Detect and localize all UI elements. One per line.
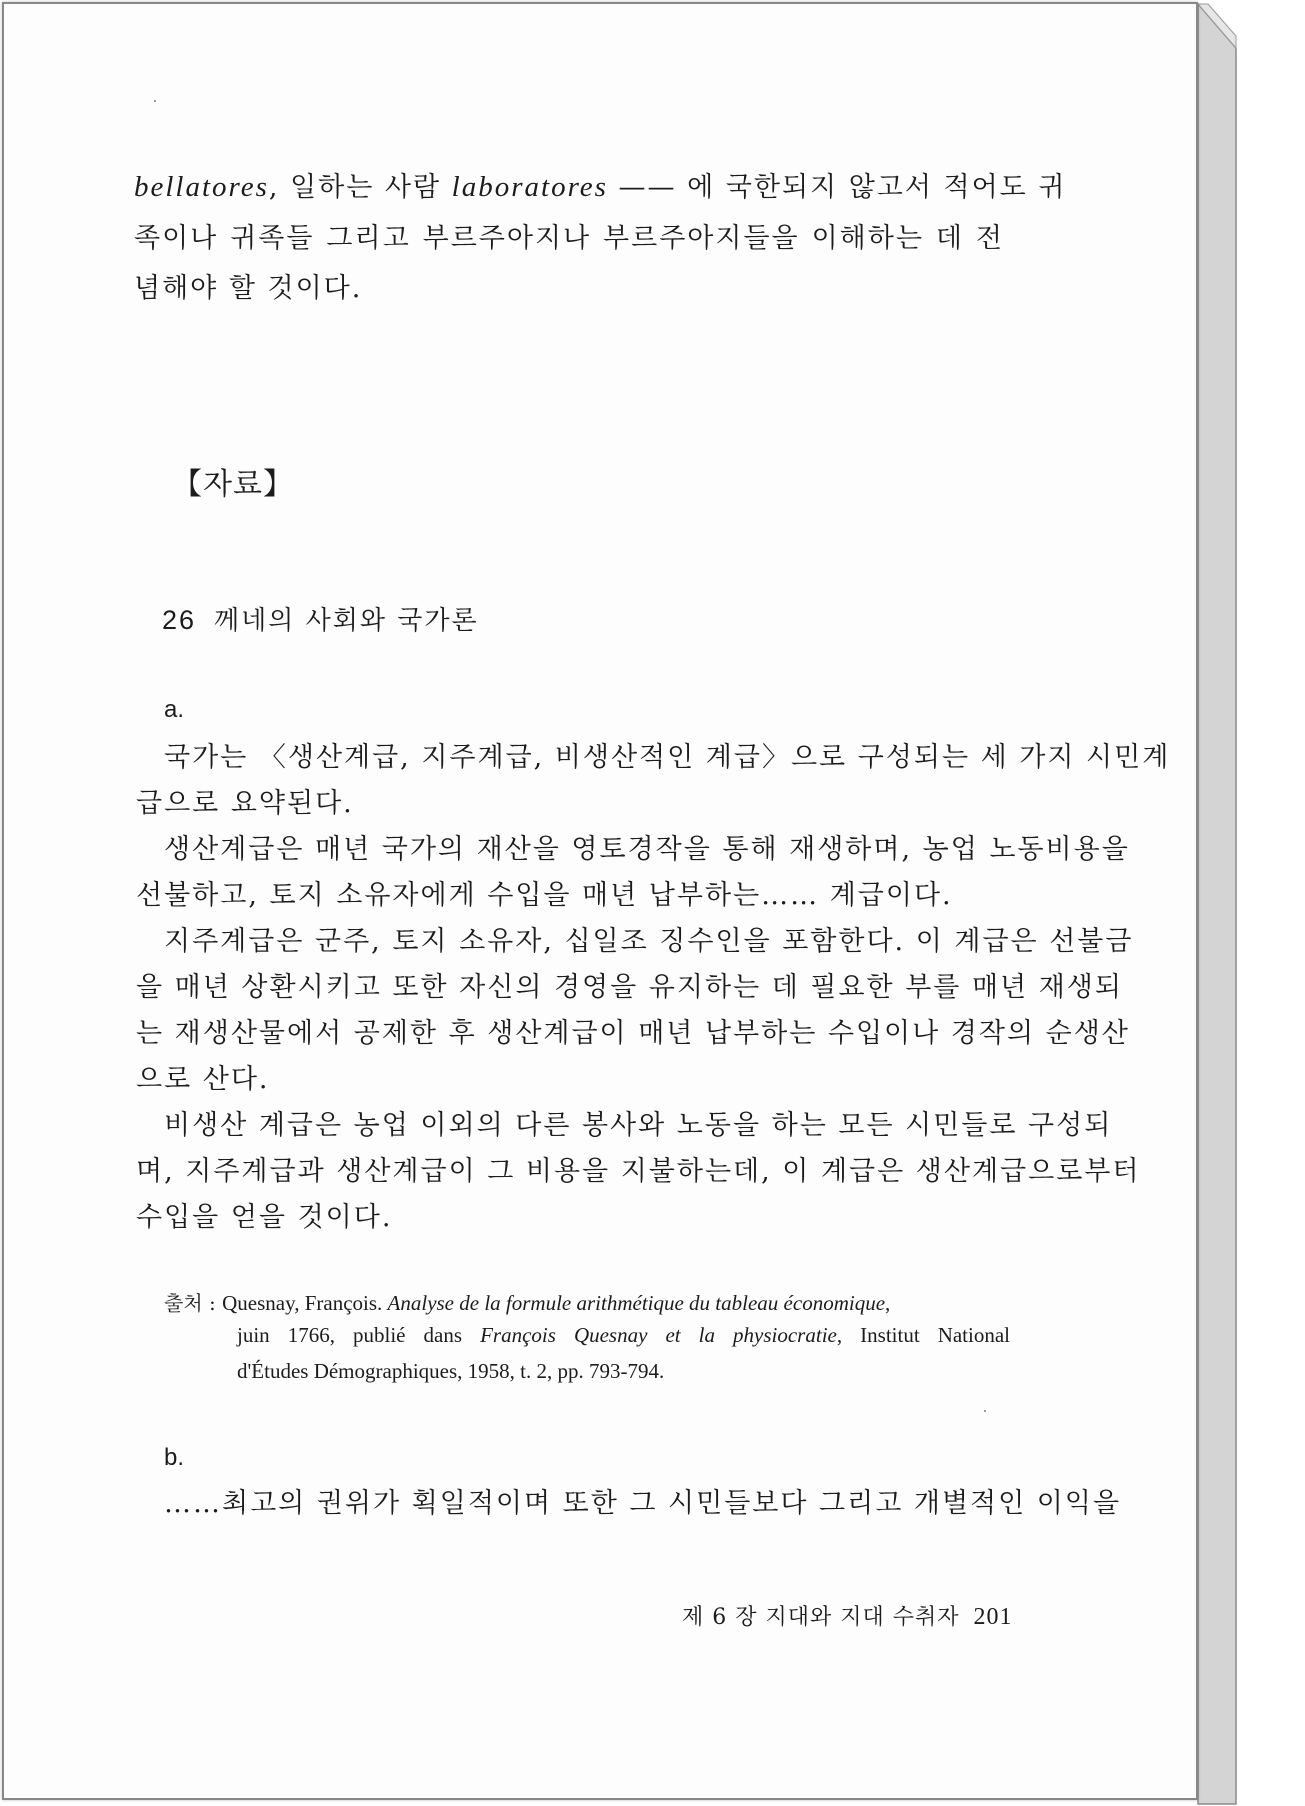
top-paragraph-text: —— 에 국한되지 않고서 적어도 귀 — [607, 172, 1067, 203]
part-b-line — [164, 1481, 1122, 1520]
source-book-title: François Quesnay et la physiocratie — [480, 1323, 837, 1347]
top-paragraph-line-3 — [134, 266, 362, 305]
subsection-number: 26 — [162, 605, 197, 635]
part-a-line — [136, 781, 354, 820]
part-a-text: 을 매년 상환시키고 또한 자신의 경영을 유지하는 데 필요한 부를 매년 재생되 — [136, 972, 1123, 1003]
part-a-label: a. — [164, 696, 185, 723]
source-text: d'Études Démographiques, 1958, t. 2, pp. 793-794. — [237, 1359, 665, 1383]
top-paragraph-text: 념해야 할 것이다. — [134, 273, 363, 304]
part-a-text: 생산계급은 매년 국가의 재산을 영토경작을 통해 재생하며, 농업 노동비용을 — [164, 834, 1130, 865]
section-heading: 【자료】 — [172, 467, 294, 502]
latin-term-laboratores: laboratores — [451, 171, 608, 203]
source-citation-line-3 — [237, 1359, 664, 1384]
source-author: Quesnay, François. — [222, 1291, 388, 1315]
top-paragraph-text: , 일하는 사람 — [268, 172, 452, 203]
part-a-line — [136, 965, 1123, 1004]
source-text: , Institut National — [836, 1323, 1011, 1347]
part-a-line — [164, 919, 1134, 958]
source-text: juin 1766, publié dans — [237, 1323, 481, 1347]
source-text: , — [885, 1291, 891, 1315]
top-paragraph-text: 족이나 귀족들 그리고 부르주아지나 부르주아지들을 이해하는 데 전 — [134, 223, 1004, 254]
scan-speck — [154, 100, 156, 102]
part-a-line — [136, 1149, 1141, 1188]
part-a-line — [136, 873, 953, 912]
part-a-line — [164, 827, 1130, 866]
part-a-text: 국가는 〈생산계급, 지주계급, 비생산적인 계급〉으로 구성되는 세 가지 시민계 — [164, 742, 1171, 773]
subsection-title-text: 께네의 사회와 국가론 — [214, 606, 479, 636]
part-a-text: 수입을 얻을 것이다. — [136, 1202, 393, 1233]
part-a-line — [136, 1195, 392, 1234]
footer-chapter: 제 6 장 지대와 지대 수취자 — [682, 1605, 960, 1630]
part-b-label: b. — [164, 1444, 185, 1471]
part-a-text: 며, 지주계급과 생산계급이 그 비용을 지불하는데, 이 계급은 생산계급으로부터 — [136, 1156, 1141, 1187]
page-number: 201 — [973, 1604, 1013, 1630]
part-a-text: 선불하고, 토지 소유자에게 수입을 매년 납부하는…… 계급이다. — [136, 880, 953, 911]
part-a-line — [136, 1011, 1130, 1050]
scan-speck — [984, 1410, 986, 1412]
book-page — [2, 2, 1198, 1800]
part-a-line — [164, 1103, 1113, 1142]
source-citation-line-1 — [164, 1287, 890, 1316]
part-a-text: 급으로 요약된다. — [136, 788, 354, 819]
source-citation-line-2 — [237, 1323, 1010, 1348]
part-a-text: 지주계급은 군주, 토지 소유자, 십일조 징수인을 포함한다. 이 계급은 선불금 — [164, 926, 1134, 957]
part-a-text: 비생산 계급은 농업 이외의 다른 봉사와 노동을 하는 모든 시민들로 구성되 — [164, 1110, 1113, 1141]
top-paragraph-line-2 — [134, 216, 1004, 255]
latin-term-bellatores: bellatores — [134, 171, 269, 203]
part-a-line — [136, 1057, 270, 1096]
part-a-text: 는 재생산물에서 공제한 후 생산계급이 매년 납부하는 수입이나 경작의 순생산 — [136, 1018, 1130, 1049]
part-a-line — [164, 735, 1171, 774]
top-paragraph-line-1 — [134, 165, 1067, 204]
source-title: Analyse de la formule arithmétique du tableau économique — [387, 1291, 886, 1315]
part-b-text: ……최고의 권위가 획일적이며 또한 그 시민들보다 그리고 개별적인 이익을 — [164, 1488, 1122, 1519]
subsection-title — [162, 600, 479, 637]
part-a-text: 으로 산다. — [136, 1064, 270, 1095]
running-footer — [682, 1600, 1012, 1631]
source-prefix: 출처 : — [164, 1291, 223, 1315]
